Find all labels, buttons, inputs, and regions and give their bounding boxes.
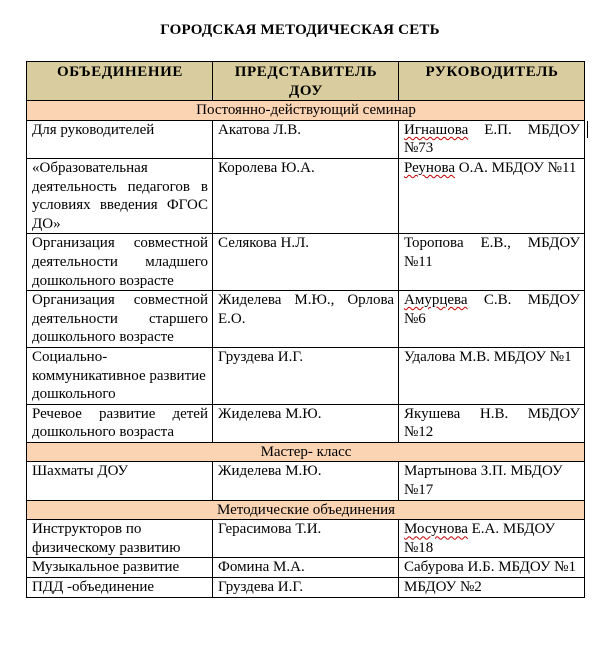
leader-surname: Игнашова	[404, 121, 469, 138]
leader-details: О.А. МБДОУ №11	[455, 159, 577, 176]
table-row	[27, 404, 585, 442]
header-representative: ПРЕДСТАВИТЕЛЬ ДОУ	[213, 62, 399, 101]
table-row	[27, 347, 585, 404]
table-row	[27, 120, 585, 158]
cell-leader	[399, 404, 585, 442]
table-row	[27, 462, 585, 500]
document-title: ГОРОДСКАЯ МЕТОДИЧЕСКАЯ СЕТЬ	[160, 22, 440, 38]
leader-details: М.В. МБДОУ №1	[455, 348, 572, 365]
header-leader: РУКОВОДИТЕЛЬ	[399, 62, 585, 101]
cell-leader	[399, 520, 585, 558]
section-row	[27, 101, 585, 121]
section-title: Мастер- класс	[27, 442, 585, 462]
cell-association: Музыкальное развитие	[27, 558, 213, 578]
cell-leader	[399, 347, 585, 404]
leader-details: С.В. МБДОУ №6	[404, 292, 580, 327]
cell-representative: Фомина М.А.	[213, 558, 399, 578]
cell-representative: Акатова Л.В.	[213, 120, 399, 158]
cell-representative: Груздева И.Г.	[213, 578, 399, 598]
cell-association: ПДД -объединение	[27, 578, 213, 598]
cell-leader	[399, 120, 585, 158]
leader-details: Е.В., МБДОУ №11	[404, 235, 580, 270]
leader-surname: Амурцева	[404, 292, 468, 309]
table-row	[27, 558, 585, 578]
cell-representative: Жиделева М.Ю., Орлова Е.О.	[213, 291, 399, 348]
cell-leader	[399, 558, 585, 578]
leader-surname: Мартынова	[404, 463, 478, 480]
table-row	[27, 520, 585, 558]
leader-details: И.Б. МБДОУ №1	[463, 559, 576, 576]
cell-association: Организация совместной деятельности старшего дошкольного возрасте	[27, 291, 213, 348]
section-title: Постоянно-действующий семинар	[27, 101, 585, 121]
leader-surname: Сабурова	[404, 559, 464, 576]
section-row	[27, 442, 585, 462]
leader-details: З.П. МБДОУ №17	[404, 463, 563, 499]
section-title: Методические объединения	[27, 500, 585, 520]
cell-association: Инструкторов по физическому развитию	[27, 520, 213, 558]
leader-surname: Торопова	[404, 235, 464, 252]
header-association: ОБЪЕДИНЕНИЕ	[27, 62, 213, 101]
table-row	[27, 291, 585, 348]
cell-association: «Образовательная деятельность педагогов в условиях введения ФГОС ДО»	[27, 158, 213, 233]
cell-representative: Жиделева М.Ю.	[213, 404, 399, 442]
cell-leader	[399, 291, 585, 348]
cell-representative: Груздева И.Г.	[213, 347, 399, 404]
cell-leader	[399, 578, 585, 598]
cell-representative: Герасимова Т.И.	[213, 520, 399, 558]
cell-association: Для руководителей	[27, 120, 213, 158]
leader-details: Н.В. МБДОУ №12	[404, 405, 580, 441]
leader-details: Е.А. МБДОУ №18	[404, 521, 556, 556]
cell-association: Организация совместной деятельности младшего дошкольного возрасте	[27, 234, 213, 291]
text-cursor	[587, 121, 588, 138]
leader-surname: Мосунова	[404, 521, 468, 538]
cell-leader	[399, 158, 585, 233]
section-row	[27, 500, 585, 520]
leader-surname: Удалова	[404, 348, 456, 365]
table-header-row	[27, 62, 585, 101]
table-row	[27, 234, 585, 291]
table-row	[27, 158, 585, 233]
cell-representative: Селякова Н.Л.	[213, 234, 399, 291]
table-row	[27, 578, 585, 598]
leader-details: МБДОУ №2	[404, 579, 482, 596]
leader-surname: Якушева	[404, 405, 461, 422]
cell-representative: Королева Ю.А.	[213, 158, 399, 233]
cell-leader	[399, 462, 585, 500]
cell-association: Социально-коммуникативное развитие дошкольного	[27, 347, 213, 404]
methodical-network-table	[26, 61, 585, 598]
cell-association: Шахматы ДОУ	[27, 462, 213, 500]
cell-association: Речевое развитие детей дошкольного возраста	[27, 404, 213, 442]
cell-leader	[399, 234, 585, 291]
leader-surname: Реунова	[404, 159, 455, 176]
cell-representative: Жиделева М.Ю.	[213, 462, 399, 500]
leader-details: Е.П. МБДОУ №73	[404, 121, 580, 157]
